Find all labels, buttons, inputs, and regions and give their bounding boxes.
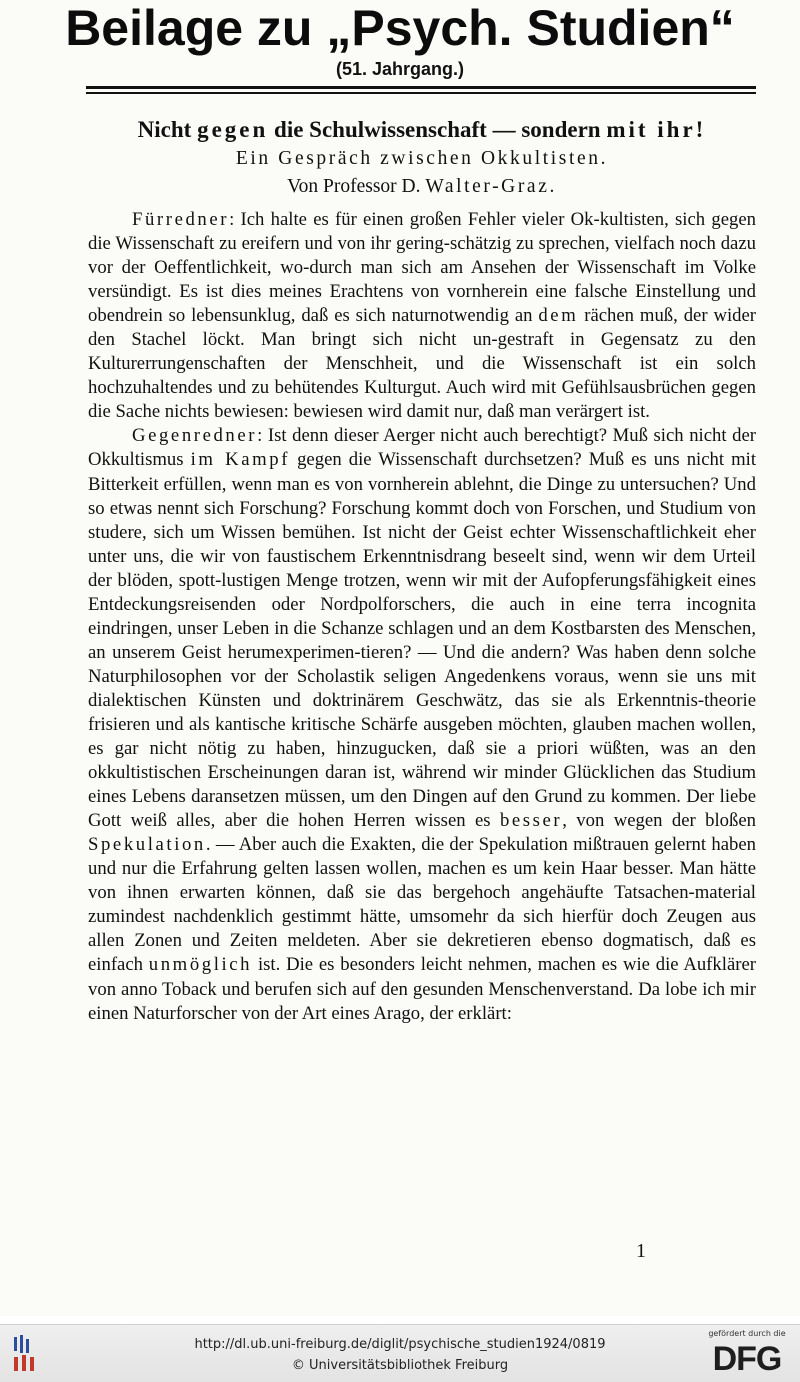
article-title	[86, 116, 758, 144]
paragraph-2-spaced-im-kampf: im Kampf	[190, 449, 291, 471]
title-text-2: die Schulwissenschaft — sondern	[268, 117, 607, 142]
copyright-notice: © Universitätsbibliothek Freiburg	[291, 1358, 509, 1373]
paragraph-2-spaced-spekulation: Spekulation	[88, 834, 206, 856]
paragraph-2-text-b: gegen die Wissenschaft durchsetzen? Muß es uns nicht mit Bitterkeit erfüllen, wenn man es von vornherein ablehnt, die Dinge zu untersuchen? Und so etwas nennt sich Forschung? Forschung kommt doch von Forschen, und Studium von studere, sich um Wissen bemühen. Ist nicht der Geist echter Wissenschaftlichkeit eher unter uns, die wir von faustischem Erkenntnisdrang beseelt sind, wenn wir dem Urteil der blöden, spott-lustigen Menge trotzen, wenn wir mit der Aufopferungsfähigkeit eines Entdeckungsreisenden oder Nordpolforschers, die auch in eine terra incognita eindringen, unser Leben in die Schanze schlagen und an dem Kostbarsten des Menschen, an unserem Geist herumexperimen-tieren? — Und die andern? Was haben denn solche Naturphilosophen vor der Scholastik seligen Angedenkens voraus, wenn sie uns mit dialektischen Künsten und doktrinärem Geschwätz, das sie als Erkenntnis-theorie frisieren und als kantische kritische Schärfe ausgeben möchten, glauben machen wollen, es gar nicht nötig zu haben, hinzugucken, daß sie a priori wüßten, was an den okkultistischen Erscheinungen daran ist, während wir minder Glücklichen das Studium eines Lebens daransetzen müssen, um den Dingen auf den Grund zu kommen. Der liebe Gott weiß alles, aber die hohen Herren wissen es	[88, 449, 757, 832]
title-text-1: Nicht	[137, 117, 198, 142]
article-subtitle: Ein Gespräch zwischen Okkultisten.	[235, 148, 609, 169]
title-spaced-mit-ihr: mit ihr!	[606, 117, 707, 142]
paragraph-1-text-a: : Ich halte es für einen großen Fehler vieler Ok-kultisten, sich gegen die Wissenschaft zu ereifern und von ihr gering-schätzig zu sprechen, vielfach noch dazu vor der Oeffentlichkeit, wo-durch man sich am Ansehen der Wissenschaft im Volke versündigt. Es ist dies meines Erachtens von vornherein eine falsche Einstellung und obendrein so lebensunklug, daß es sich naturnotwendig an	[88, 209, 756, 327]
paragraph-2-text-a: : Ist denn dieser Aerger nicht auch berechtigt? Muß sich nicht der Okkultismus	[88, 425, 756, 471]
supplement-masthead: Beilage zu „Psych. Studien“	[65, 0, 735, 56]
article-body	[88, 208, 756, 1026]
dfg-logo[interactable]: DFG	[712, 1340, 782, 1378]
paragraph-2-spaced-unmoeglich: unmöglich	[148, 954, 253, 976]
page-number: 1	[636, 1240, 646, 1262]
title-spaced-gegen: gegen	[197, 117, 269, 142]
paragraph-1-spaced-dem: dem	[538, 305, 579, 327]
paragraph-2-text-d: . — Aber auch die Exakten, die der Spekulation mißtrauen gelernt haben und nur die Erfahrung gelten lassen wollen, machen es um kein Haar besser. Man hätte von ihnen erwarten können, daß sie das bergehoch angehäufte Tatsachen-material zumindest nachdenklich gestimmt hätte, umsomehr da sich hierfür doch Zeugen aus allen Zonen und Zeiten meldeten. Aber sie dekretieren ebenso dogmatisch, daß es einfach	[88, 834, 756, 976]
paragraph-2-spaced-besser: besser	[499, 810, 563, 832]
speaker-fuerredner: Fürredner	[132, 209, 230, 230]
article-byline	[86, 174, 758, 200]
masthead-rule-top	[86, 86, 756, 89]
masthead-rule-bottom	[86, 92, 756, 94]
sponsor-caption: gefördert durch die	[708, 1329, 786, 1338]
paragraph-fuerredner	[88, 208, 756, 424]
paragraph-2-text-c: , von wegen der bloßen	[562, 810, 757, 832]
paragraph-1-text-b: rächen muß, der wider den Stachel löckt. Man bringt sich nicht un-gestraft in Gegensatz zu den Kulturerrungenschaften der Menschheit, und die Wissenschaft ist ein solch hochzuhaltendes und zu behütendes Kulturgut. Auch wird mit Gefühlsausbrüchen gegen die Sache nichts bewiesen: bewiesen wird damit nur, daß man verärgert ist.	[88, 305, 756, 423]
byline-author: Walter-Graz.	[425, 176, 557, 197]
paragraph-gegenredner	[88, 424, 756, 1025]
speaker-gegenredner: Gegenredner	[132, 425, 258, 447]
viewer-footer	[0, 1324, 800, 1382]
paragraph-2-text-e: ist. Die es besonders leicht nehmen, machen es wie die Aufklärer von anno Toback und berufen sich auf den gesunden Menschenverstand. Da lobe ich mir einen Naturforscher von der Art eines Arago, der erklärt:	[88, 954, 756, 1024]
permalink-url[interactable]: http://dl.ub.uni-freiburg.de/diglit/psychische_studien1924/0819	[194, 1337, 606, 1352]
volume-label: (51. Jahrgang.)	[335, 59, 465, 79]
byline-prefix: Von Professor D.	[287, 176, 426, 197]
